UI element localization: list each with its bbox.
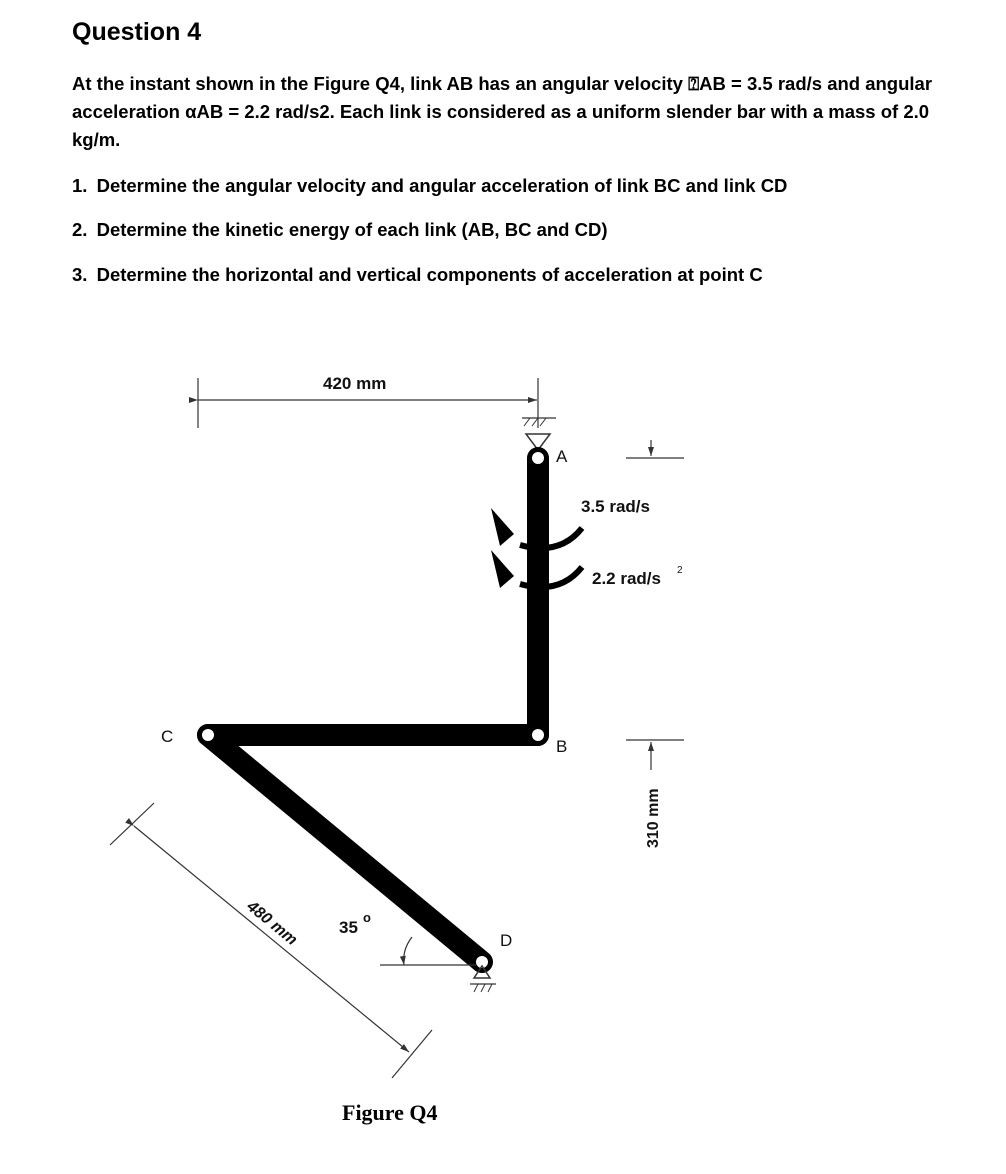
point-b-label: B: [556, 737, 568, 756]
point-c-label: C: [161, 727, 174, 746]
omega-label: 3.5 rad/s: [581, 497, 650, 516]
degree-symbol: o: [363, 910, 371, 925]
alpha-sup: 2: [677, 565, 683, 576]
dim-310-label: 310 mm: [645, 788, 662, 848]
task-text: Determine the horizontal and vertical components of acceleration at point C: [96, 264, 763, 285]
problem-statement: At the instant shown in the Figure Q4, link AB has an angular velocity ⍰AB = 3.5 rad/s and angular acceleration αAB = 2.2 rad/s2. Each link is considered as a uniform slender bar with a mass of 2.0 kg/m.: [72, 73, 933, 150]
angle-label: 35: [339, 918, 358, 937]
dim-480-label: 480 mm: [243, 897, 301, 949]
dimension-420: [198, 374, 538, 428]
task-number: 1.: [72, 175, 88, 196]
figure-caption: Figure Q4: [342, 1100, 438, 1125]
dimension-480: [110, 803, 432, 1078]
task-text: Determine the angular velocity and angular acceleration of link BC and link CD: [96, 175, 788, 196]
point-a-label: A: [556, 447, 568, 466]
task-text: Determine the kinetic energy of each link (AB, BC and CD): [96, 219, 608, 240]
pin-b: [532, 729, 544, 741]
pin-a: [532, 452, 544, 464]
support-a: [522, 418, 556, 450]
point-d-label: D: [500, 931, 513, 950]
dim-420-label: 420 mm: [323, 374, 387, 393]
task-number: 3.: [72, 264, 88, 285]
alpha-label: 2.2 rad/s: [592, 569, 661, 588]
question-title: Question 4: [72, 18, 202, 46]
task-number: 2.: [72, 219, 88, 240]
pin-c: [202, 729, 214, 741]
